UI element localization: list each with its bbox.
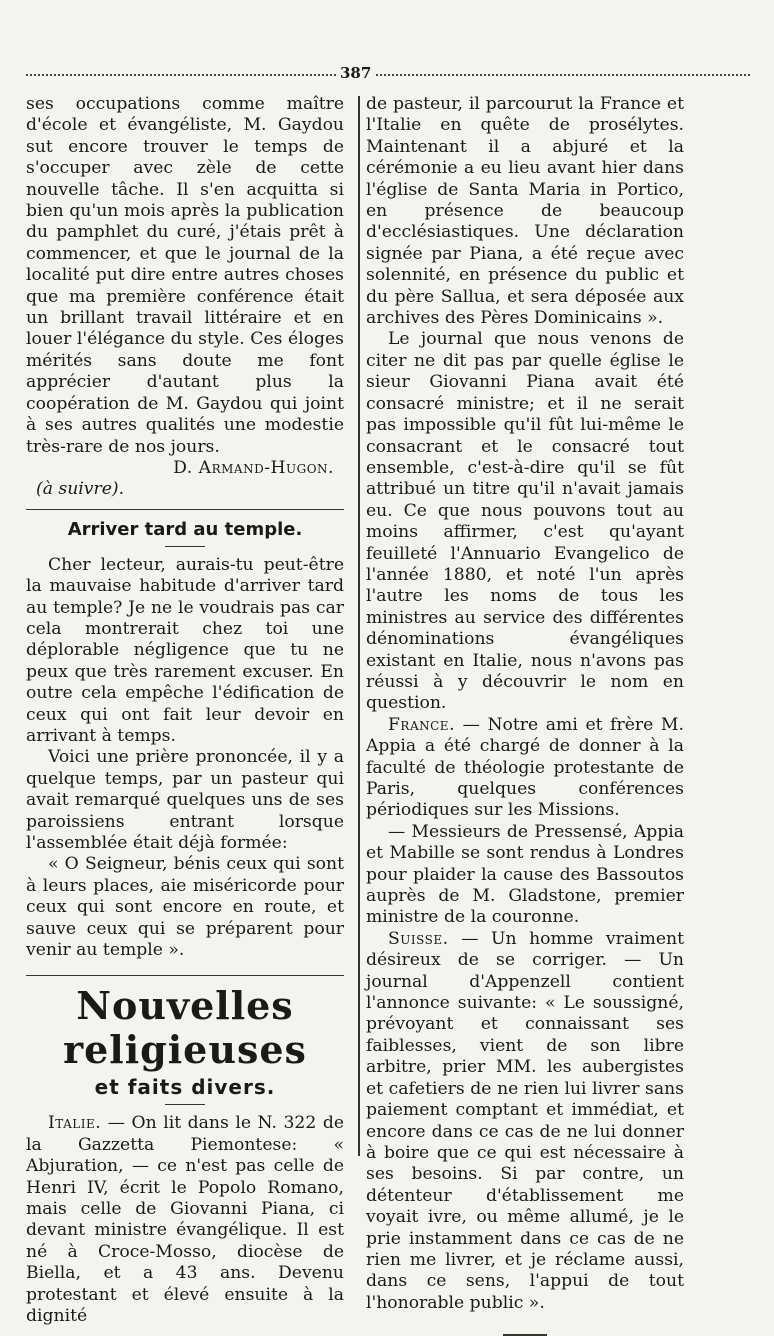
section-subtitle: et faits divers. bbox=[94, 1075, 276, 1100]
right-column bbox=[366, 94, 684, 1336]
paragraph: ses occupations comme maître d'école et évangéliste, M. Gaydou sut encore trouver le temps de s'occuper avec zèle de cette nouvelle tâche. Il s'en acquitta si bien qu'un mois après la publication du pamphlet du curé, j'étais prêt à commencer, et que le journal de la localité put dire entre autres choses que ma première conférence était un brillant travail littéraire et en louer l'élégance du style. Ces éloges mérités sans doute me font apprécier d'autant plus la coopération de M. Gaydou qui joint à ses autres qualités une modestie très-rare de nos jours. bbox=[26, 94, 344, 457]
paragraph-text: — Un homme vraiment désireux de se corriger. — Un journal d'Appenzell contient l'annonce suivante: « Le soussigné, prévoyant et connaissant ses faiblesses, vient de son libre arbitre, prier MM. les aubergistes et cafetiers de ne rien lui livrer sans paiement comptant et immédiat, et encore dans ce cas de ne lui donner à boire que ce qui est nécessaire à ses besoins. Si par contre, un détenteur d'établissement me voyait ivre, ou même allumé, je le prie instamment dans ce cas de ne rien me livrer, et je réclame aussi, dans ce sens, l'appui de tout l'honorable public ». bbox=[366, 928, 684, 1313]
section-title: Nouvelles religieuses bbox=[63, 983, 307, 1073]
country-label: France. bbox=[388, 714, 456, 735]
paragraph-suisse bbox=[366, 929, 684, 1314]
paragraph-italie bbox=[26, 1113, 344, 1327]
header-rule-left bbox=[26, 74, 336, 76]
paragraph: de pasteur, il parcourut la France et l'Italie en quête de prosélytes. Maintenant il a abjuré et la cérémonie a eu lieu avant hier dans l'église de Santa Maria in Portico, en présence de beaucoup d'ecclésiastiques. Une déclaration signée par Piana, a été reçue avec solennité, en présence du public et du père Sallua, et sera déposée aux archives des Pères Dominicains ». bbox=[366, 94, 684, 329]
paragraph: Le journal que nous venons de citer ne dit pas par quelle église le sieur Giovanni Piana avait été consacré ministre; et il ne serait pas impossible qu'il fût lui-même le consacrant et le consacré tout ensemble, c'est-à-dire qu'il se fût attribué un titre qu'il n'avait jamais eu. Ce que nous pouvons tout au moins affirmer, c'est qu'ayant feuilleté l'Annuario Evangelico de l'année 1880, et noté l'un après l'autre les noms de tous les ministres au service des différentes dénominations évangéliques existant en Italie, nous n'avons pas réussi à y découvrir le nom en question. bbox=[366, 329, 684, 714]
header-rule-right bbox=[376, 74, 750, 76]
country-label: Suisse. bbox=[388, 928, 449, 949]
column-divider bbox=[358, 96, 360, 1156]
article-title: Arriver tard au temple. bbox=[67, 518, 303, 540]
paragraph-france bbox=[366, 715, 684, 822]
to-follow-note: (à suivre). bbox=[36, 479, 125, 500]
divider bbox=[26, 975, 344, 976]
country-label: Italie. bbox=[48, 1113, 102, 1134]
paragraph: « O Seigneur, bénis ceux qui sont à leurs places, aie miséricorde pour ceux qui sont encore en route, et sauve ceux qui se préparent pour venir au temple ». bbox=[26, 854, 344, 961]
paragraph-text: — Notre ami et frère M. Appia a été chargé de donner à la faculté de théologie protestante de Paris, quelques conférences périodiques sur les Missions. bbox=[366, 714, 684, 821]
paragraph: — Messieurs de Pressensé, Appia et Mabille se sont rendus à Londres pour plaider la cause des Bassoutos auprès de M. Gladstone, premier ministre de la couronne. bbox=[366, 821, 684, 928]
page-number: 387 bbox=[340, 64, 372, 82]
author-signature: D. Armand-Hugon. bbox=[173, 457, 334, 478]
paragraph: Voici une prière prononcée, il y a quelque temps, par un pasteur qui avait remarqué quelques uns de ses paroissiens entrant lorsque l'assemblée était déjà formée: bbox=[26, 747, 344, 853]
left-column bbox=[26, 94, 344, 1328]
paragraph-text: — On lit dans le N. 322 de la Gazzetta Piemontese: « Abjuration, — ce n'est pas celle de Henri IV, écrit le Popolo Romano, mais celle de Giovanni Piana, ci devant ministre évangélique. Il est né à Croce-Mosso, diocèse de Biella, et a 43 ans. Devenu protestant et élevé ensuite à la dignité bbox=[26, 1113, 344, 1327]
short-divider bbox=[165, 546, 205, 547]
paragraph: Cher lecteur, aurais-tu peut-être la mauvaise habitude d'arriver tard au temple? Je ne le voudrais pas car cela montrerait chez toi une déplorable négligence que tu ne peux que très rarement excuser. En outre cela empêche l'édification de ceux qui ont fait leur devoir en arrivant à temps. bbox=[26, 554, 344, 746]
short-divider bbox=[165, 1104, 205, 1105]
divider bbox=[26, 509, 344, 510]
